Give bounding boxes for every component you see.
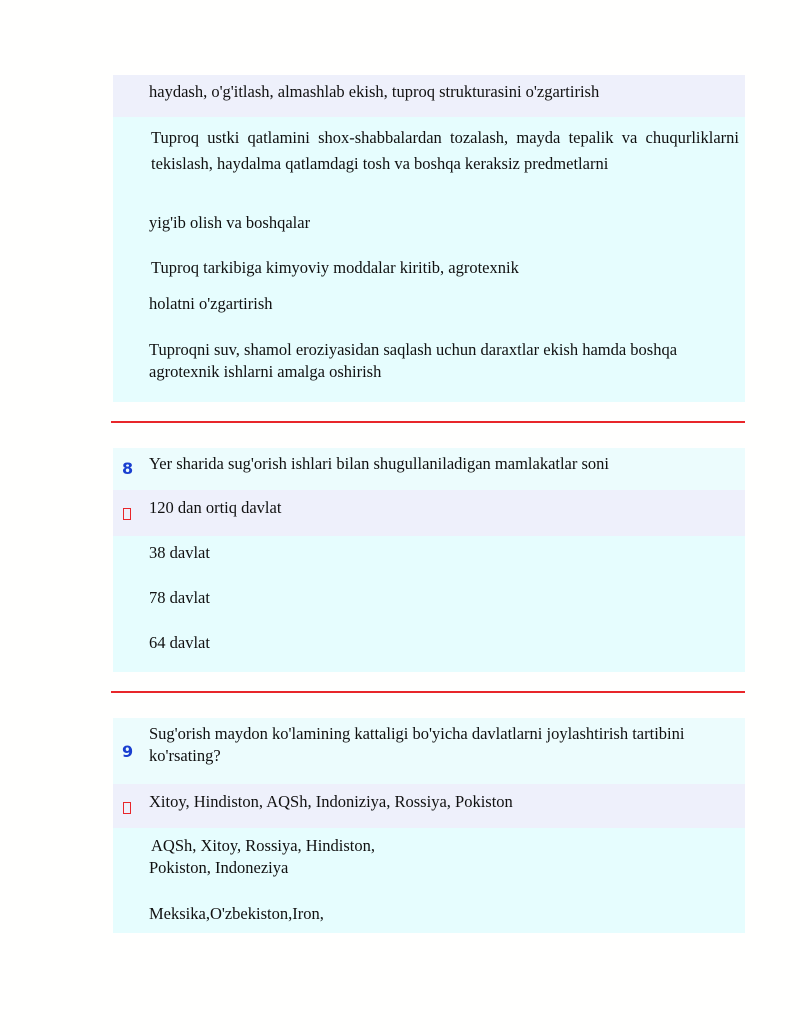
question-row — [113, 718, 745, 784]
option-text: Tuproq tarkibiga kimyoviy moddalar kiritib, agrotexnik — [151, 258, 519, 277]
question-9-block — [113, 718, 745, 933]
option-text: Tuproqni suv, shamol eroziyasidan saqlash uchun daraxtlar ekish hamda boshqa agrotexnik ishlarni amalga oshirish — [149, 340, 678, 381]
option-text: AQSh, Xitoy, Rossiya, Hindiston, — [151, 836, 375, 855]
question-number: 8 — [122, 459, 134, 478]
question-text: Sug'orish maydon ko'lamining kattaligi bo'yicha davlatlarni joylashtirish tartibini ko'rsating? — [149, 724, 685, 765]
answer-text: haydash, o'g'itlash, almashlab ekish, tuproq strukturasini o'zgartirish — [149, 82, 600, 101]
correct-answer-row — [113, 490, 745, 536]
correct-answer-marker-icon — [123, 802, 131, 814]
option-text: Meksika,O'zbekiston,Iron, — [149, 904, 324, 923]
options-area — [113, 536, 745, 672]
options-area — [113, 828, 745, 933]
question-number: 9 — [122, 742, 134, 761]
option-text: Tuproq ustki qatlamini shox-shabbalardan tozalash, mayda tepalik va chuqurliklarni tekislash, haydalma qatlamdagi tosh va boshqa keraksiz predmetlarni — [151, 128, 739, 173]
question-row — [113, 448, 745, 490]
option-text: 64 davlat — [149, 633, 210, 652]
option-text: 38 davlat — [149, 543, 210, 562]
question-divider — [111, 691, 745, 693]
answer-text: Xitoy, Hindiston, AQSh, Indoniziya, Rossiya, Pokiston — [149, 792, 513, 811]
option-text: Pokiston, Indoneziya — [149, 858, 289, 877]
correct-answer-marker-icon — [123, 508, 131, 520]
option-text: 78 davlat — [149, 588, 210, 607]
correct-answer-row — [113, 75, 745, 117]
options-area — [113, 117, 745, 402]
option-text: yig'ib olish va boshqalar — [149, 213, 311, 232]
question-text: Yer sharida sug'orish ishlari bilan shugullaniladigan mamlakatlar soni — [149, 454, 610, 473]
question-divider — [111, 421, 745, 423]
option-text: holatni o'zgartirish — [149, 294, 273, 313]
question-7-block — [113, 75, 745, 402]
correct-answer-row — [113, 784, 745, 828]
answer-text: 120 dan ortiq davlat — [149, 498, 282, 517]
question-8-block — [113, 448, 745, 672]
